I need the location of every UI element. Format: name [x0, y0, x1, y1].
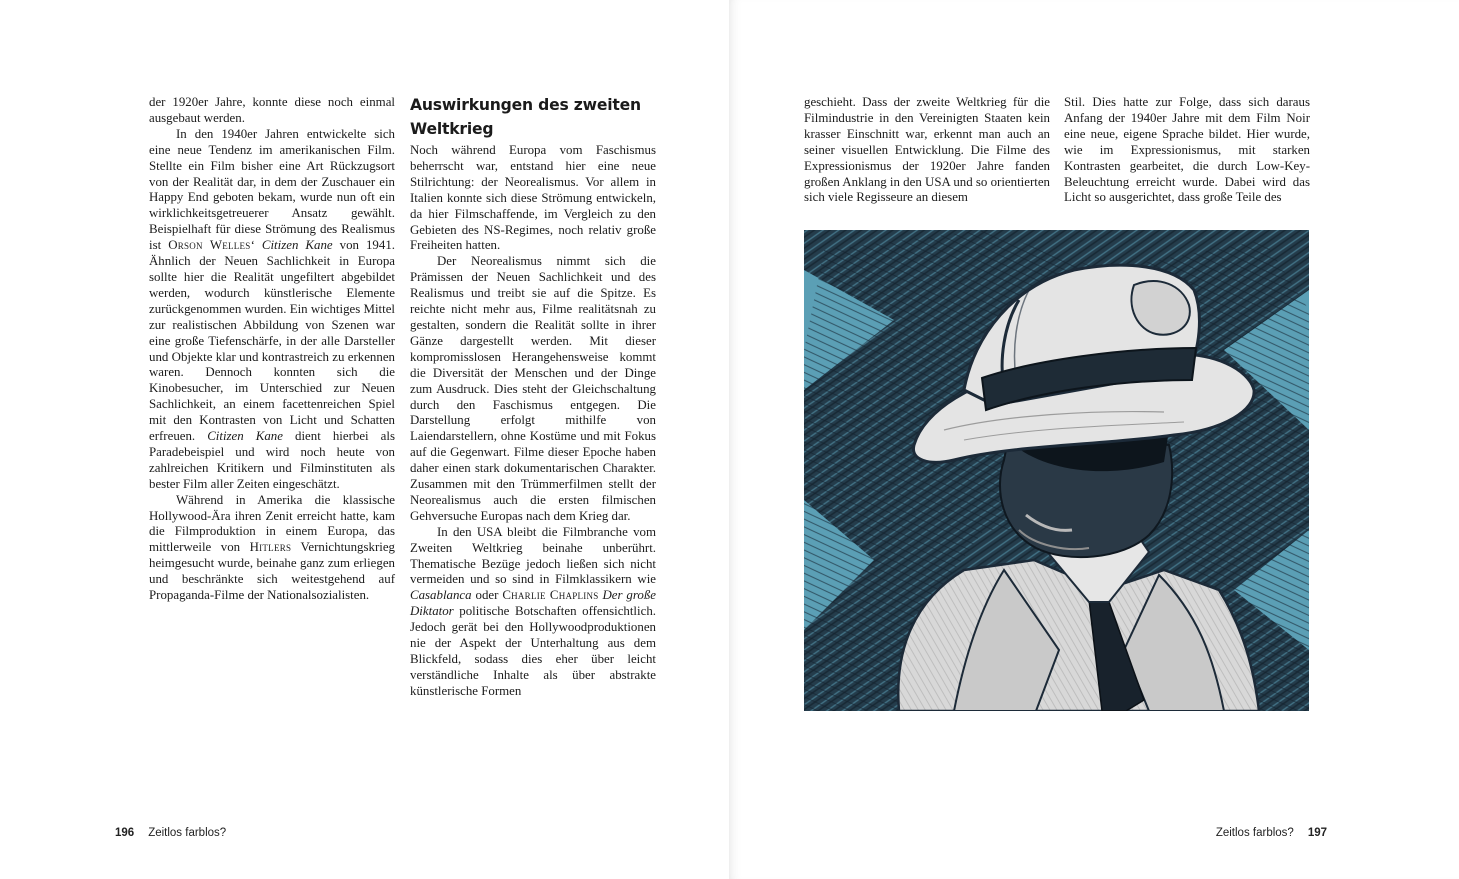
film-title: Der große Diktator	[410, 588, 656, 619]
right-page-column-1	[804, 95, 1050, 206]
person-name: Hitlers	[249, 540, 292, 555]
left-page	[0, 0, 729, 879]
paragraph: In den 1940er Jahren entwickelte sich eine neue Tendenz im amerikanischen Film. Stellte ein Film bisher eine Art Rückzugsort von der Realität dar, in dem der Zuschauer ein Happy End geboten bekam, wurde nun oft ein wirklichkeitsgetreuerer Ansatz gewählt. Beispielhaft für diese Strömung des Realismus ist Orson Welles‘ Citizen Kane von 1941. Ähnlich der Neuen Sachlichkeit in Europa sollte hier die Realität ungefiltert abgebildet werden, wodurch künstlerische Elemente zurückgenommen wurden. Ein wichtiges Mittel zur realistischen Abbildung von Szenen war eine große Tiefenschärfe, in der alle Darsteller und Objekte klar und kontrastreich zu erkennen waren. Dennoch konnten sich die Kinobesucher, im Unterschied zur Neuen Sachlichkeit, an einem facettenreichen Spiel mit den Kontrasten von Licht und Schatten erfreuen. Citizen Kane dient hierbei als Paradebeispiel und wird noch heute von zahlreichen Kritikern und Filminstituten als bester Film aller Zeiten eingeschätzt.	[149, 126, 395, 491]
left-page-column-2	[410, 95, 656, 700]
page-number: 197	[1307, 827, 1327, 839]
paragraph: Stil. Dies hatte zur Folge, dass sich daraus Anfang der 1940er Jahre mit dem Film Noir eine neue, eigene Sprache bildet. Hier wurde, wie im Expressionismus, mit starken Kontrasten gearbeitet, die durch Low-Key-Beleuchtung erreicht wurde. Dabei wird das Licht so ausgerichtet, dass große Teile des	[1064, 95, 1310, 205]
person-name: Orson Welles	[168, 238, 251, 253]
paragraph: geschieht. Dass der zweite Weltkrieg für die Filmindustrie in den Vereinigten Staaten kein krasser Einschnitt war, erkennt man auch an seiner visuellen Entwicklung. Die Filme des Expressionismus der 1920er Jahre fanden großen Anklang in den USA und so orientierten sich viele Regisseure an diesem	[804, 95, 1050, 205]
person-name: Charlie Chaplins	[502, 588, 599, 603]
left-page-footer	[115, 826, 226, 840]
film-noir-illustration	[804, 230, 1309, 711]
paragraph: In den USA bleibt die Filmbranche vom Zweiten Weltkrieg beinahe unberührt. Thematische Bezüge jedoch ließen sich nicht vermeiden und so sind in Filmklassikern wie Casablanca oder Charlie Chaplins Der große Diktator politische Botschaften offensichtlich. Jedoch gerät bei den Hollywoodproduktionen nie der Aspekt der Unterhaltung aus dem Blickfeld, sodass dies eher über leicht verständliche Inhalte als über abstrakte künstlerische Formen	[410, 524, 656, 698]
running-title: Zeitlos farblos?	[148, 827, 227, 839]
film-title: Casablanca	[410, 588, 472, 603]
paragraph: Noch während Europa vom Faschismus beherrscht war, entstand hier eine neue Stilrichtung: der Neorealismus. Vor allem in Italien konnte sich diese Strömung entwickeln, da hier Filmschaffende, im Vergleich zu den Gebieten des NS-Regimes, noch relativ große Freiheiten hatten.	[410, 143, 656, 253]
page-number: 196	[115, 827, 135, 839]
right-page-column-2	[1064, 95, 1310, 206]
paragraph: Während in Amerika die klassische Hollywood-Ära ihren Zenit erreicht hatte, kam die Filmproduktion in einem Europa, das mittlerweile von Hitlers Vernichtungskrieg heimgesucht wurde, beinahe ganz zum erliegen und beschränkte sich weitestgehend auf Propaganda-Filme der Nationalsozialisten.	[149, 492, 395, 603]
film-title: Citizen Kane	[261, 238, 333, 253]
film-noir-man-in-fedora-icon	[804, 230, 1309, 711]
film-title: Citizen Kane	[207, 429, 283, 444]
paragraph: Der Neorealismus nimmt sich die Prämissen der Neuen Sachlichkeit und des Realismus und treibt sie auf die Spitze. Es reichte nicht mehr aus, Filme realitätsnah zu gestalten, sondern die Realität sollte in ihrer Gänze dargestellt werden. Mit dieser kompromisslosen Herangehensweise kommt die Diversität der Menschen und der Dinge zum Ausdruck. Dies steht der Gleichschaltung durch den Faschismus entgegen. Die Darstellung erfolgt mithilfe von Laiendarstellern, ohne Kostüme und mit Fokus auf die Gegenwart. Filme dieser Epoche haben daher einen stark dokumentarischen Charakter. Zusammen mit den Trümmerfilmen stellt der Neorealismus auch die ersten filmischen Gehversuche Europas nach dem Krieg dar.	[410, 254, 656, 523]
running-title: Zeitlos farblos?	[1215, 827, 1294, 839]
paragraph: der 1920er Jahre, konnte diese noch einmal ausgebaut werden.	[149, 95, 395, 125]
right-page	[729, 0, 1458, 879]
right-page-footer	[1216, 826, 1327, 840]
left-page-column-1	[149, 95, 395, 604]
section-heading: Auswirkungen des zweiten Weltkrieg	[410, 96, 641, 138]
